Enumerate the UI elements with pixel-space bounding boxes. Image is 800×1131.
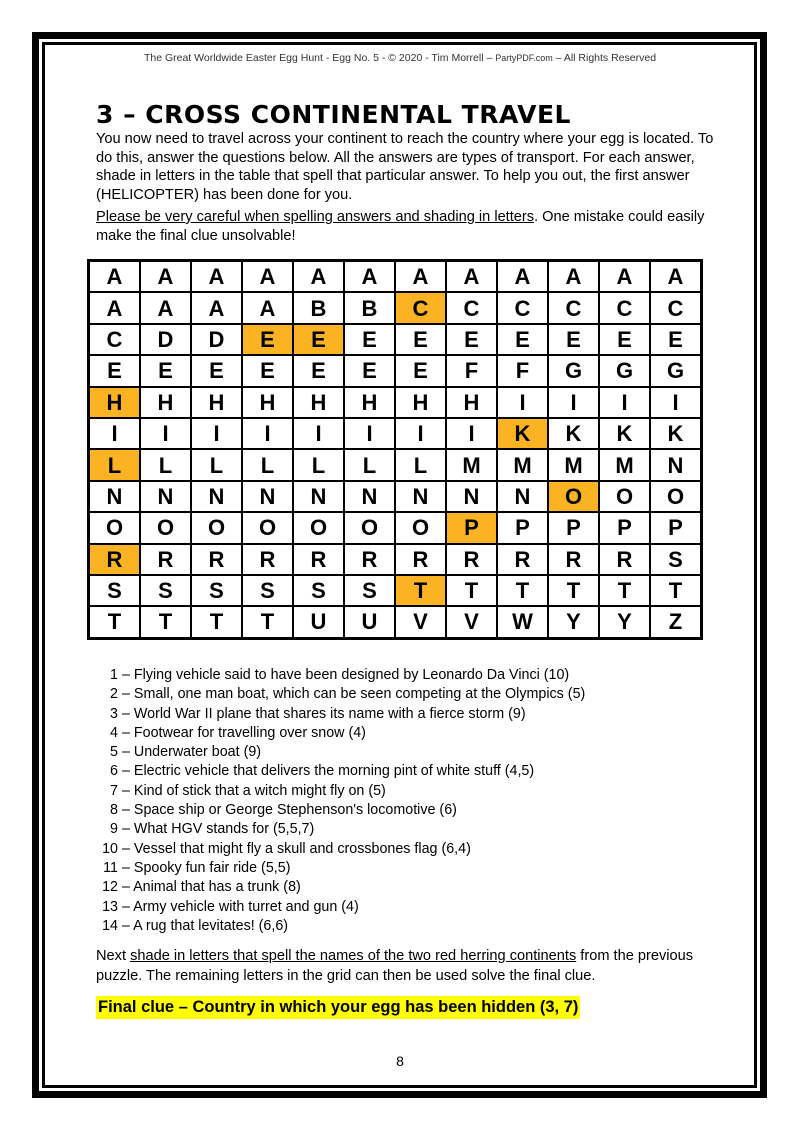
grid-cell[interactable]: B [344,292,395,323]
grid-row [89,355,702,386]
grid-cell[interactable]: O [548,481,599,512]
grid-cell[interactable]: R [293,544,344,575]
grid-cell[interactable]: R [446,544,497,575]
grid-cell[interactable]: E [140,355,191,386]
clue-item [96,762,696,781]
clue-text: Animal that has a trunk (8) [133,879,301,896]
grid-cell[interactable]: U [344,606,395,638]
grid-cell[interactable]: A [599,261,650,293]
grid-cell[interactable]: F [497,355,548,386]
grid-cell[interactable]: S [293,575,344,606]
grid-cell[interactable]: H [140,387,191,418]
grid-cell[interactable]: O [140,512,191,543]
grid-cell[interactable]: E [89,355,141,386]
grid-cell[interactable]: S [89,575,141,606]
grid-cell[interactable]: I [89,418,141,449]
clue-separator: – [118,802,134,819]
grid-cell[interactable]: K [599,418,650,449]
grid-cell[interactable]: O [344,512,395,543]
clue-item [96,917,696,936]
grid-cell[interactable]: S [140,575,191,606]
grid-cell[interactable]: T [446,575,497,606]
grid-cell[interactable]: B [293,292,344,323]
grid-cell[interactable]: O [191,512,242,543]
clue-number: 14 [102,917,118,934]
grid-cell[interactable]: R [191,544,242,575]
grid-cell[interactable]: N [650,449,702,480]
clue-separator: – [118,724,134,741]
grid-cell[interactable]: P [497,512,548,543]
grid-cell[interactable]: T [395,575,446,606]
grid-cell[interactable]: E [344,355,395,386]
clue-list [96,666,696,936]
grid-cell[interactable]: O [242,512,293,543]
grid-cell[interactable]: I [242,418,293,449]
grid-cell[interactable]: N [395,481,446,512]
grid-cell[interactable]: A [293,261,344,293]
clue-text: Flying vehicle said to have been designed by Leonardo Da Vinci (10) [133,667,570,683]
grid-cell[interactable]: A [650,261,702,293]
clue-item [96,840,696,859]
grid-cell[interactable]: G [650,355,702,386]
clue-text: World War II plane that shares its name with a fierce storm (9) [133,705,526,722]
grid-row [89,512,702,543]
clue-number: 11 [103,859,118,876]
clue-item [96,801,696,820]
grid-cell[interactable]: T [89,606,141,638]
grid-cell[interactable]: D [140,324,191,355]
grid-cell[interactable]: C [89,324,141,355]
grid-cell[interactable]: E [344,324,395,355]
clue-separator: – [118,763,134,780]
clue-number: 8 [110,802,118,819]
grid-cell[interactable]: Y [599,606,650,638]
clue-item [96,782,696,801]
clue-number: 5 [110,744,118,761]
grid-cell[interactable]: A [191,261,242,293]
warning-paragraph [96,208,716,245]
grid-cell[interactable]: R [548,544,599,575]
grid-cell[interactable]: L [140,449,191,480]
clue-number: 6 [110,763,118,780]
grid-cell[interactable]: E [599,324,650,355]
header-text-start: The Great Worldwide Easter Egg Hunt - Egg No. 5 - © 2020 - Tim Morrell – [143,52,496,64]
clue-separator: – [118,879,134,896]
clue-number: 10 [102,840,118,857]
next-instruction [96,947,716,986]
grid-cell[interactable]: I [344,418,395,449]
clue-item [96,743,696,762]
grid-cell[interactable]: E [497,324,548,355]
grid-cell[interactable]: E [446,324,497,355]
next-after: from the previous puzzle. The remaining letters in the grid can then be used solve the final clue. [96,948,694,984]
clue-text: Kind of stick that a witch might fly on (5) [133,782,386,799]
grid-cell[interactable]: R [140,544,191,575]
page-number: 8 [396,1053,404,1069]
grid-cell[interactable]: L [395,449,446,480]
grid-cell[interactable]: M [548,449,599,480]
grid-cell[interactable]: E [395,355,446,386]
grid-cell[interactable]: Z [650,606,702,638]
grid-cell[interactable]: T [599,575,650,606]
grid-cell[interactable]: T [548,575,599,606]
grid-cell[interactable]: C [446,292,497,323]
grid-cell[interactable]: Y [548,606,599,638]
clue-separator: – [118,705,134,722]
grid-cell[interactable]: I [650,387,702,418]
grid-cell[interactable]: K [548,418,599,449]
grid-row [89,292,702,323]
grid-cell[interactable]: T [242,606,293,638]
letter-grid [87,259,703,640]
page-title: 3 – CROSS CONTINENTAL TRAVEL [96,100,571,129]
grid-cell[interactable]: K [497,418,548,449]
grid-cell[interactable]: A [89,292,141,323]
grid-cell[interactable]: H [293,387,344,418]
grid-cell[interactable]: R [599,544,650,575]
grid-cell[interactable]: W [497,606,548,638]
grid-row [89,418,702,449]
grid-cell[interactable]: C [548,292,599,323]
warning-rest: . One mistake could easily make the final clue unsolvable! [96,209,705,244]
grid-cell[interactable]: N [293,481,344,512]
grid-row [89,261,702,293]
grid-cell[interactable]: A [497,261,548,293]
grid-cell[interactable]: P [446,512,497,543]
clue-item [96,685,696,704]
grid-cell[interactable]: P [650,512,702,543]
grid-cell[interactable]: M [599,449,650,480]
clue-number: 13 [102,898,118,915]
grid-cell[interactable]: T [650,575,702,606]
clue-separator: – [118,667,134,683]
grid-cell[interactable]: N [344,481,395,512]
grid-cell[interactable]: R [395,544,446,575]
clue-number: 4 [110,724,118,741]
grid-cell[interactable]: O [599,481,650,512]
letter-grid-body [89,261,702,639]
grid-cell[interactable]: N [446,481,497,512]
grid-cell[interactable]: E [293,324,344,355]
grid-cell[interactable]: T [140,606,191,638]
grid-cell[interactable]: H [191,387,242,418]
clue-number: 1 [110,667,118,683]
clue-item [96,666,696,685]
grid-row [89,544,702,575]
clue-number: 7 [110,782,118,799]
grid-cell[interactable]: M [446,449,497,480]
clue-separator: – [118,840,134,857]
grid-cell[interactable]: K [650,418,702,449]
grid-cell[interactable]: N [191,481,242,512]
clue-separator: – [118,686,134,703]
grid-cell[interactable]: I [446,418,497,449]
clue-item [96,898,696,917]
grid-row [89,481,702,512]
grid-cell[interactable]: I [395,418,446,449]
copyright-header [0,52,800,64]
grid-cell[interactable]: T [191,606,242,638]
clue-item [96,878,696,897]
grid-cell[interactable]: S [344,575,395,606]
grid-cell[interactable]: A [446,261,497,293]
grid-cell[interactable]: I [191,418,242,449]
grid-cell[interactable]: A [191,292,242,323]
warning-underlined: Please be very careful when spelling answers and shading in letters [96,209,535,225]
grid-cell[interactable]: C [599,292,650,323]
clue-separator: – [118,917,134,934]
grid-cell[interactable]: I [497,387,548,418]
grid-cell[interactable]: H [242,387,293,418]
intro-paragraph: You now need to travel across your continent to reach the country where your egg is located. To do this, answer the questions below. All the answers are types of transport. For each answer, shade in letters in the table that spell that particular answer. To help you out, the first answer (HELICOPTER) has been done for you. [96,131,714,203]
clue-text: Footwear for travelling over snow (4) [133,724,366,741]
grid-cell[interactable]: M [497,449,548,480]
grid-cell[interactable]: E [191,355,242,386]
grid-cell[interactable]: E [242,355,293,386]
grid-cell[interactable]: E [242,324,293,355]
clue-text: Army vehicle with turret and gun (4) [133,898,359,915]
grid-cell[interactable]: I [548,387,599,418]
clue-text: Space ship or George Stephenson's locomotive (6) [133,802,457,819]
grid-cell[interactable]: N [89,481,141,512]
grid-cell[interactable]: S [650,544,702,575]
clue-text: A rug that levitates! (6,6) [133,917,289,934]
grid-row [89,606,702,638]
clue-separator: – [118,744,134,761]
grid-cell[interactable]: G [599,355,650,386]
grid-cell[interactable]: L [242,449,293,480]
grid-cell[interactable]: L [344,449,395,480]
grid-cell[interactable]: V [395,606,446,638]
clue-text: What HGV stands for (5,5,7) [133,821,315,838]
grid-cell[interactable]: N [140,481,191,512]
grid-cell[interactable]: P [599,512,650,543]
grid-row [89,449,702,480]
clue-item [96,724,696,743]
grid-cell[interactable]: N [497,481,548,512]
clue-item [96,820,696,839]
grid-cell[interactable]: H [344,387,395,418]
grid-cell[interactable]: I [599,387,650,418]
grid-cell[interactable]: A [548,261,599,293]
grid-cell[interactable]: G [548,355,599,386]
grid-cell[interactable]: V [446,606,497,638]
grid-cell[interactable]: E [293,355,344,386]
grid-cell[interactable]: L [293,449,344,480]
grid-row [89,387,702,418]
next-before: Next [96,948,131,964]
clue-number: 12 [102,879,118,896]
grid-cell[interactable]: C [395,292,446,323]
clue-item [96,859,696,878]
grid-cell[interactable]: A [395,261,446,293]
final-clue: Final clue – Country in which your egg has been hidden (3, 7) [96,996,580,1019]
clue-number: 3 [110,705,118,722]
grid-cell[interactable]: C [650,292,702,323]
clue-text: Small, one man boat, which can be seen competing at the Olympics (5) [133,686,586,703]
clue-text: Spooky fun fair ride (5,5) [133,859,291,876]
grid-cell[interactable]: L [191,449,242,480]
next-underlined: shade in letters that spell the names of the two red herring continents [130,948,577,964]
grid-cell[interactable]: O [293,512,344,543]
grid-cell[interactable]: R [89,544,141,575]
grid-cell[interactable]: F [446,355,497,386]
header-brand: PartyPDF.com [495,53,553,63]
grid-cell[interactable]: H [89,387,141,418]
grid-cell[interactable]: A [89,261,141,293]
grid-cell[interactable]: D [191,324,242,355]
grid-cell[interactable]: E [395,324,446,355]
grid-cell[interactable]: O [395,512,446,543]
grid-cell[interactable]: A [140,261,191,293]
grid-cell[interactable]: A [242,292,293,323]
grid-cell[interactable]: S [191,575,242,606]
grid-cell[interactable]: E [650,324,702,355]
clue-separator: – [118,821,134,838]
clue-text: Underwater boat (9) [133,744,262,761]
grid-row [89,324,702,355]
clue-separator: – [118,898,134,915]
grid-cell[interactable]: O [89,512,141,543]
grid-cell[interactable]: A [140,292,191,323]
clue-number: 9 [110,821,118,838]
grid-cell[interactable]: R [344,544,395,575]
grid-cell[interactable]: S [242,575,293,606]
clue-item [96,705,696,724]
grid-row [89,575,702,606]
grid-cell[interactable]: A [344,261,395,293]
grid-cell[interactable]: H [395,387,446,418]
clue-separator: – [118,859,134,876]
clue-number: 2 [110,686,118,703]
grid-cell[interactable]: I [140,418,191,449]
clue-text: Vessel that might fly a skull and crossbones flag (6,4) [133,840,471,857]
grid-cell[interactable]: N [242,481,293,512]
grid-cell[interactable]: C [497,292,548,323]
grid-cell[interactable]: U [293,606,344,638]
grid-cell[interactable]: H [446,387,497,418]
grid-cell[interactable]: E [548,324,599,355]
grid-cell[interactable]: R [497,544,548,575]
grid-cell[interactable]: R [242,544,293,575]
grid-cell[interactable]: L [89,449,141,480]
grid-cell[interactable]: I [293,418,344,449]
grid-cell[interactable]: O [650,481,702,512]
grid-cell[interactable]: A [242,261,293,293]
clue-text: Electric vehicle that delivers the morning pint of white stuff (4,5) [133,763,535,780]
header-text-end: – All Rights Reserved [552,52,657,64]
grid-cell[interactable]: P [548,512,599,543]
clue-separator: – [118,782,134,799]
grid-cell[interactable]: T [497,575,548,606]
